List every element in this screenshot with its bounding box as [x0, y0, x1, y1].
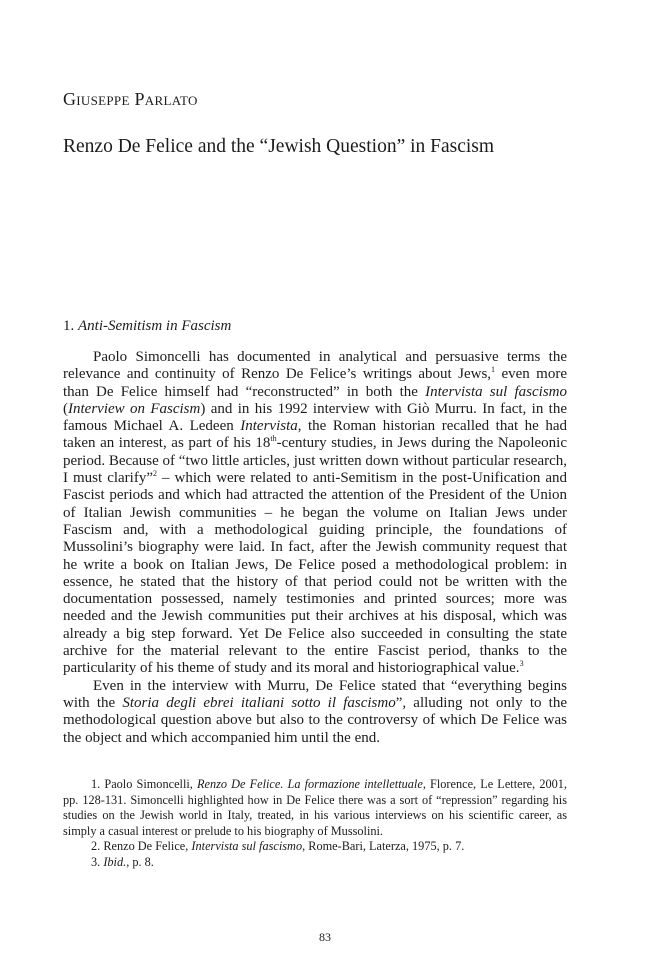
- footnote-ref-3: 3: [519, 659, 524, 669]
- footnote-number: 1.: [91, 777, 101, 791]
- footnote-number: 2.: [91, 839, 101, 853]
- text-run: – which were related to anti-Semitism in the post-Unification and Fascist periods and which had attracted the attention of the President of the Union of Italian Jewish communities – he began the volume on Italian Jews under Fascism and, with a methodological guiding principle, the foundations of Mussolini’s biography were laid. In fact, after the Jewish community request that he write a book on Italian Jews, De Felice posed a methodological problem: in essence, he stated that the history of that period could not be written with the documentation possessed, namely testimonies and printed sources; more was needed and the Jewish communities put their archives at his disposal, which was already a big step forward. Yet De Felice also succeeded in consulting the state archive for the material relevant to the entire Fascist period, thanks to the particularity of his theme of study and its moral and historiographical value.: [63, 470, 568, 677]
- ordinal-suffix: th: [270, 434, 277, 444]
- italic-title: Intervista: [240, 418, 298, 435]
- article-title: Renzo De Felice and the “Jewish Question” in Fascism: [63, 136, 495, 157]
- footnote-ref-1: 1: [491, 365, 496, 375]
- italic-title: Storia degli ebrei italiani sotto il fascismo: [122, 694, 396, 711]
- text-run: ) and in his 1992 interview with Giò Murru. In fact, in the famous Michael A. Ledeen: [63, 400, 567, 435]
- author-name: Giuseppe Parlato: [63, 89, 198, 109]
- paragraph: [63, 349, 567, 678]
- footnote-ref-2: 2: [153, 469, 157, 479]
- italic-title: Interview on Fascism: [68, 400, 201, 417]
- paragraph: [63, 678, 567, 747]
- text-run: even more than De Felice himself had “reconstructed” in both the: [63, 366, 567, 400]
- section-number: 1.: [63, 318, 75, 334]
- footnote-work: Intervista sul fascismo: [191, 839, 303, 853]
- text-run: , the Roman historian recalled that he had taken an interest, as part of his 18: [63, 418, 567, 452]
- italic-title: Intervista sul fascismo: [425, 383, 568, 400]
- section-heading: [63, 318, 231, 335]
- text-run: (: [63, 400, 68, 417]
- text-run: -century studies, in Jews during the Napoleonic period. Because of “two little articles, just written down without particular research, I must clarify”: [63, 435, 568, 487]
- footnote-number: 3.: [91, 854, 101, 869]
- footnote-author: Paolo Simoncelli,: [104, 777, 197, 791]
- footnote-work: Renzo De Felice. La formazione intellettuale: [196, 777, 423, 791]
- footnote-author: Renzo De Felice,: [103, 839, 192, 853]
- footnotes: [63, 777, 567, 870]
- page-number: 83: [319, 930, 331, 944]
- body-text: [63, 349, 567, 747]
- text-run: ”, alluding not only to the methodological question above but also to the controversy of which De Felice was the object and which accompanied him until the end.: [63, 694, 567, 746]
- footnote-text: , p. 8.: [126, 854, 154, 869]
- section-title: Anti-Semitism in Fascism: [78, 318, 232, 334]
- footnote-3: [63, 855, 567, 871]
- footnote-text: , Florence, Le Lettere, 2001, pp. 128-131. Simoncelli highlighted how in De Felice there was a sort of “repression” regarding his studies on the Jewish world in Italy, treated, in his various interviews on his scientific career, as simply a casual interest or prelude to his biography of Mussolini.: [63, 777, 567, 838]
- text-run: Paolo Simoncelli has documented in analytical and persuasive terms the relevance and continuity of Renzo De Felice’s writings about Jews,: [63, 349, 567, 383]
- text-run: Even in the interview with Murru, De Felice stated that “everything begins with the: [63, 677, 567, 711]
- footnote-work: Ibid.: [103, 854, 127, 869]
- footnote-1: [63, 777, 567, 839]
- footnote-text: , Rome-Bari, Laterza, 1975, p. 7.: [302, 839, 465, 853]
- footnote-2: [63, 839, 567, 855]
